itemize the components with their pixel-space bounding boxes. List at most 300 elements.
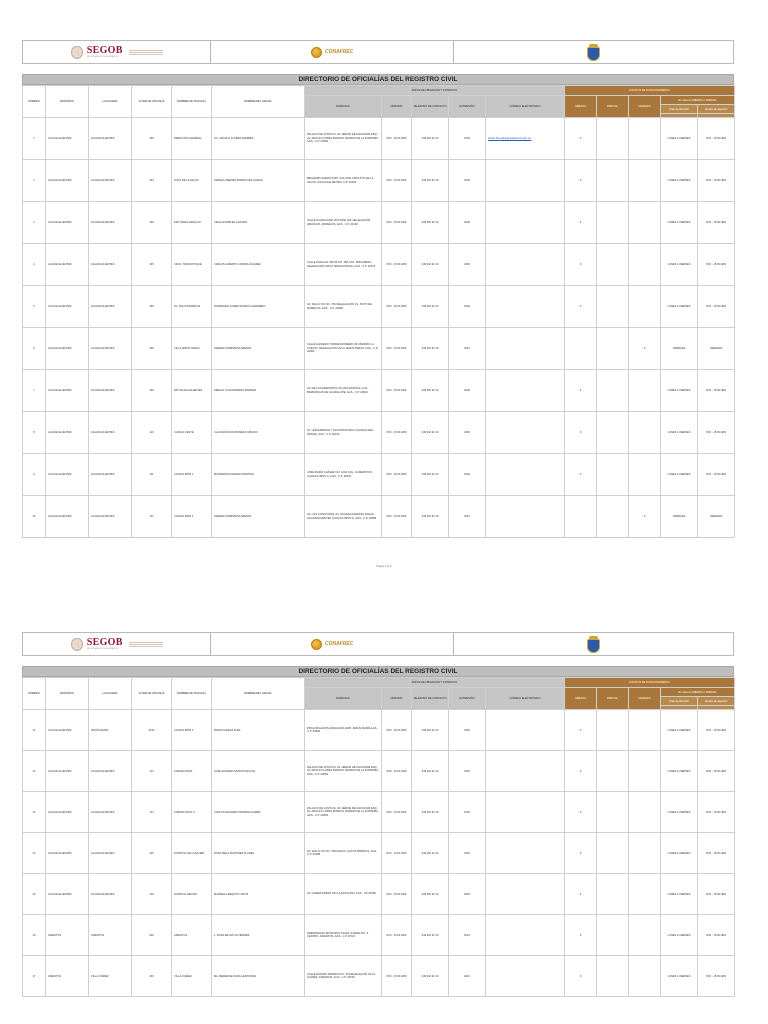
table-body [23, 710, 735, 997]
cell-nombre-oficialia: ASIENTOS [172, 915, 212, 956]
cell-domicilio: AV. GOMEZ MORIN S/N LA ESTACIÓN, AGS., CP 20259 [305, 874, 382, 915]
segob-wordmark: SEGOB [86, 637, 123, 648]
cell-horario: 8:00 - 15:00 HRS [382, 328, 412, 370]
cell-nombre-oficialia: CLINICA OESTE [172, 412, 212, 454]
cell-extension: 2014 [449, 328, 486, 370]
col-horario-atencion: Horario de atención [698, 697, 735, 706]
cell-number: 6 [23, 328, 46, 370]
cell-nombre-oficialia: HOSPITAL DE LA MUJER [172, 833, 212, 874]
cell-correo [486, 286, 565, 328]
cell-extension: 1500 [449, 792, 486, 833]
cell-parcial [597, 454, 629, 496]
cell-extension: 2000 [449, 833, 486, 874]
cell-number: 7 [23, 370, 46, 412]
cell-dias: LUNES A VIERNES [661, 751, 698, 792]
state-crest-icon [587, 636, 600, 653]
cell-parcial [597, 118, 629, 160]
cell-telefono: 449 910 20 10 [412, 370, 449, 412]
cell-nombre-oficialia: CLINICA IMSS 1 [172, 454, 212, 496]
cell-nombre-oficial: CLAUDIA ROCIO BONDAZ DAMASO [212, 412, 305, 454]
table-row [23, 792, 735, 833]
cell-horario: 8:00 - 15:00 HRS [382, 956, 412, 997]
cell-municipio: AGUASCALIENTES [46, 202, 89, 244]
cell-nombre-oficial: TERESA JIMÉNEZ RODRÍGUEZ GARCÍA [212, 160, 305, 202]
cell-municipio: AGUASCALIENTES [46, 710, 89, 751]
cell-nombre-oficial: CARLOS EDUARDO MORENO ZAMBA [212, 792, 305, 833]
cell-nombre-oficial: PATRICIA REAS ALBA [212, 710, 305, 751]
cell-cerrada [629, 915, 661, 956]
cell-horario: 8:00 - 15:00 HRS [382, 751, 412, 792]
cell-parcial [597, 286, 629, 328]
cell-horario-atencion: 8:00 - 15:00 HRS [698, 160, 735, 202]
cell-clave: 110 [132, 412, 172, 454]
cell-localidad: AGUASCALIENTES [89, 286, 132, 328]
cell-abierta: X [565, 160, 597, 202]
cell-clave: 112 [132, 496, 172, 538]
cell-extension: 2013 [449, 956, 486, 997]
col-telefono: TELÉFONO DE CONTACTO [412, 96, 449, 118]
cell-telefono: 449 910 20 10 [412, 412, 449, 454]
cell-correo [486, 412, 565, 454]
cell-cerrada: X [629, 328, 661, 370]
cell-horario-atencion: 8:00 - 15:00 HRS [698, 202, 735, 244]
cell-correo [486, 496, 565, 538]
cell-correo [486, 202, 565, 244]
cell-localidad: AGUASCALIENTES [89, 118, 132, 160]
cell-cerrada [629, 244, 661, 286]
cell-correo [486, 454, 565, 496]
col-number: NÚMERO [23, 678, 46, 710]
cell-parcial [597, 710, 629, 751]
directory-title: DIRECTORIO DE OFICIALÍAS DEL REGISTRO CIVIL [22, 74, 734, 85]
table-row [23, 874, 735, 915]
cell-number: 16 [23, 915, 46, 956]
cell-domicilio: AV. DE LOS MAESTROS S/N (DIF ESTATAL) COL. BARRANCAS DE GUADALUPE, AGS., C.P. 20010 [305, 370, 382, 412]
segob-logo [71, 638, 163, 651]
state-crest-cell [454, 633, 733, 655]
cell-dias: LUNES A VIERNES [661, 833, 698, 874]
col-municipio: MUNICIPIO [46, 678, 89, 710]
cell-horario: 8:00 - 15:00 HRS [382, 118, 412, 160]
cell-municipio: AGUASCALIENTES [46, 160, 89, 202]
cell-clave: 201A [132, 710, 172, 751]
cell-cerrada [629, 160, 661, 202]
col-nombre-oficialia: NOMBRE DE OFICIALÍA [172, 678, 212, 710]
col-parcial: PARCIAL [597, 96, 629, 118]
cell-domicilio: AV. LOS CONOS ESQ. AV. AGUASCALIENTES FRACC. AGUASCALIENTES (CLINICA IMSS 2), AGS., C.P. 20086 [305, 496, 382, 538]
cell-horario: 8:00 - 15:00 HRS [382, 370, 412, 412]
cell-localidad: JESÚS MARIA [89, 710, 132, 751]
cell-nombre-oficial: GERMAN TEMPRESA ARENTE [212, 496, 305, 538]
cell-number: 11 [23, 710, 46, 751]
col-abierta: ABIERTA [565, 96, 597, 118]
cell-abierta [565, 496, 597, 538]
cell-horario: 8:00 - 15:00 HRS [382, 874, 412, 915]
cell-nombre-oficial: L. ROSA REYES GUTIÉRREZ [212, 915, 305, 956]
group-open: En caso de ABIERTA o PARCIAL [661, 688, 735, 697]
cell-nombre-oficial: LIC. ADOLFO FLORES RAMÍREZ [212, 118, 305, 160]
cell-municipio: AGUASCALIENTES [46, 833, 89, 874]
cell-horario-atencion: 8:00 - 15:00 HRS [698, 956, 735, 997]
col-cerrada: CERRADA [629, 688, 661, 710]
cell-dias: CERRADA [661, 328, 698, 370]
cell-number: 8 [23, 412, 46, 454]
segob-logo-cell [23, 633, 211, 655]
cell-horario: 8:00 - 15:00 HRS [382, 454, 412, 496]
cell-extension: 2020 [449, 710, 486, 751]
col-horario-atencion: Horario de atención [698, 105, 735, 114]
cell-dias: LUNES A VIERNES [661, 370, 698, 412]
cell-dias: LUNES A VIERNES [661, 118, 698, 160]
cell-cerrada [629, 454, 661, 496]
cell-clave: 106 [132, 118, 172, 160]
cell-localidad: AGUASCALIENTES [89, 328, 132, 370]
cell-nombre-oficialia: GATO DE LA SALUD [172, 160, 212, 202]
cell-domicilio: CALLE PASCUAL ORTIZ NO. 308 COL. PROGRESO, DELEGACIÓN CRUZ TERAN PONCE, AGS., C.P. 20270 [305, 244, 382, 286]
cell-horario-atencion: 8:00 - 15:00 HRS [698, 118, 735, 160]
col-nombre-oficial: NOMBRE DEL OFICIAL [212, 86, 305, 118]
cell-horario: 8:00 - 15:00 HRS [382, 915, 412, 956]
cell-abierta: X [565, 244, 597, 286]
col-correo: CORREO ELECTRÓNICO [486, 688, 565, 710]
cell-horario-atencion: 8:00 - 15:00 HRS [698, 915, 735, 956]
cell-domicilio: BENJAMÍN ZAPATA #125, COLONIA CIRCUITO DE LA SALUD, AGUASCALIENTES, C.P. 20263 [305, 160, 382, 202]
conafrec-emblem-icon [311, 47, 322, 58]
cell-extension: 2014 [449, 915, 486, 956]
table-row [23, 412, 735, 454]
cell-number: 4 [23, 244, 46, 286]
table-row [23, 202, 735, 244]
cell-domicilio: AV. SIGLO XXI NO. 700 DELEGACIÓN OL. SOTO DE MORELOS, AGS., C.P. 20298 [305, 286, 382, 328]
table-row [23, 454, 735, 496]
cell-clave: 105 [132, 244, 172, 286]
cell-dias: LUNES A VIERNES [661, 874, 698, 915]
cell-municipio: AGUASCALIENTES [46, 244, 89, 286]
cell-horario: 8:00 - 15:00 HRS [382, 160, 412, 202]
cell-domicilio: AV. SIGLO XXI NO. 108 FRACC. GATOS BARRIOS, AGS., C.P. 20498 [305, 833, 382, 874]
cell-telefono: 449 910 20 10 [412, 915, 449, 956]
cell-nombre-oficial: NORMANDA JOSEFA RAMOS GUERRERO [212, 286, 305, 328]
cell-localidad: AGUASCALIENTES [89, 833, 132, 874]
cell-horario-atencion: 8:00 - 15:00 HRS [698, 833, 735, 874]
cell-nombre-oficialia: UNIDAD MÓVIL 2 [172, 792, 212, 833]
segob-logo-cell [23, 41, 211, 63]
cell-parcial [597, 956, 629, 997]
col-domicilio: DOMICILIO [305, 96, 382, 118]
cell-dias: LUNES A VIERNES [661, 244, 698, 286]
cell-clave: 114 [132, 792, 172, 833]
cell-domicilio: PALACIO DE JUSTICIA, AV. HÉROE DE NACOZARI ESQ. AV. ADOLFO LÓPEZ MATEOS, BARRIO DE LA PURÍSIMA, AGS., C.P. 20259 [305, 751, 382, 792]
cell-cerrada: X [629, 496, 661, 538]
cell-correo [486, 915, 565, 956]
cell-municipio: AGUASCALIENTES [46, 874, 89, 915]
cell-correo [486, 244, 565, 286]
cell-municipio: ASIENTOS [46, 915, 89, 956]
cell-correo[interactable]: adolfo.flores@aguascalientes.gob.mx [486, 118, 565, 160]
cell-horario: 8:00 - 15:00 HRS [382, 202, 412, 244]
cell-horario: 8:00 - 15:00 HRS [382, 496, 412, 538]
table-row [23, 751, 735, 792]
cell-number: 3 [23, 202, 46, 244]
cell-domicilio: JOSÉ MARÍA CHÁVEZ NO. 1202 COL. GUMERSTOS (CLINICA IMSS 1), AGS., C.P. 20270 [305, 454, 382, 496]
cell-cerrada [629, 286, 661, 328]
cell-nombre-oficial: CARLOS ALBERTO CORTES ÁLVAREZ [212, 244, 305, 286]
cell-dias: LUNES A VIERNES [661, 915, 698, 956]
cell-parcial [597, 160, 629, 202]
letterhead [22, 632, 734, 656]
col-parcial: PARCIAL [597, 688, 629, 710]
state-crest-icon [587, 44, 600, 61]
cell-municipio: AGUASCALIENTES [46, 370, 89, 412]
cell-clave: 106 [132, 286, 172, 328]
cell-extension: 2000 [449, 370, 486, 412]
cell-telefono: 449 910 20 10 [412, 751, 449, 792]
cell-cerrada [629, 956, 661, 997]
conafrec-wordmark: CONAFREC [324, 49, 354, 55]
cell-abierta: X [565, 915, 597, 956]
cell-localidad: AGUASCALIENTES [89, 792, 132, 833]
cell-telefono: 449 910 20 10 [412, 118, 449, 160]
cell-abierta: X [565, 286, 597, 328]
cell-domicilio: CALLE ESTADO ARMADO NO. 25 DELEGACIÓN VILLA JUÁREZ, ASIENTOS, AGS., C.P. 20700 [305, 956, 382, 997]
cell-parcial [597, 244, 629, 286]
cell-municipio: AGUASCALIENTES [46, 496, 89, 538]
cell-parcial [597, 833, 629, 874]
segob-subtitle: SECRETARÍA DE GOBERNACIÓN [86, 648, 119, 650]
cell-correo [486, 328, 565, 370]
cell-localidad: AGUASCALIENTES [89, 412, 132, 454]
cell-dias: LUNES A VIERNES [661, 160, 698, 202]
cell-cerrada [629, 710, 661, 751]
cell-clave: 109 [132, 370, 172, 412]
col-dias: Días de atención [661, 105, 698, 114]
cell-telefono: 449 910 20 10 [412, 244, 449, 286]
cell-horario-atencion: 8:00 - 15:00 HRS [698, 751, 735, 792]
cell-clave: 115 [132, 833, 172, 874]
cell-nombre-oficialia: CLINICA IMSS 3 [172, 710, 212, 751]
cell-extension: 2000 [449, 160, 486, 202]
cell-nombre-oficial: MA. BERENICE DAVILA ESPINOZA [212, 956, 305, 997]
col-abierta: ABIERTA [565, 688, 597, 710]
table-row [23, 244, 735, 286]
cell-horario-atencion: 8:00 - 15:00 HRS [698, 710, 735, 751]
cell-horario-atencion: 8:00 - 15:00 HRS [698, 286, 735, 328]
col-cerrada: CERRADA [629, 96, 661, 118]
segob-logo [71, 46, 163, 59]
cell-nombre-oficialia: VILLA JUÁREZ [172, 956, 212, 997]
cell-extension: 1500 [449, 118, 486, 160]
cell-number: 13 [23, 792, 46, 833]
cell-localidad: ASIENTOS [89, 915, 132, 956]
cell-localidad: AGUASCALIENTES [89, 160, 132, 202]
cell-localidad: VILLA JUÁREZ [89, 956, 132, 997]
cell-abierta: X [565, 833, 597, 874]
table-row [23, 956, 735, 997]
cell-dias: CERRADA [661, 496, 698, 538]
cell-parcial [597, 915, 629, 956]
cell-nombre-oficialia: HOSPITAL MIGUEL [172, 874, 212, 915]
cell-horario: 8:00 - 15:00 HRS [382, 244, 412, 286]
table-row [23, 286, 735, 328]
cell-domicilio: PRESIDENCIA MUNICIPAL PLAZA JUÁREZ NO. 3 CENTRO, ASIENTOS, AGS., C.P 20710 [305, 915, 382, 956]
cell-nombre-oficialia: RIF AGUASCALIENTES [172, 370, 212, 412]
cell-abierta: X [565, 956, 597, 997]
cell-abierta: X [565, 792, 597, 833]
col-nombre-oficial: NOMBRE DEL OFICIAL [212, 678, 305, 710]
directory-title: DIRECTORIO DE OFICIALÍAS DEL REGISTRO CIVIL [22, 666, 734, 677]
cell-localidad: AGUASCALIENTES [89, 202, 132, 244]
cell-number: 12 [23, 751, 46, 792]
cell-cerrada [629, 751, 661, 792]
cell-domicilio: AV. UNIVERSIDAD Y SAN FRANCISCO (CLINICA DEL OESTE), AGS., C.P. 20010 [305, 412, 382, 454]
cell-horario-atencion: 8:00 - 15:00 HRS [698, 244, 735, 286]
table-row [23, 160, 735, 202]
directory-table [22, 677, 735, 997]
segob-fine-print [129, 50, 163, 55]
letterhead [22, 40, 734, 64]
cell-parcial [597, 202, 629, 244]
segob-fine-print [129, 642, 163, 647]
group-status: ESTATUS DE FUNCIONAMIENTO [565, 678, 735, 688]
cell-localidad: AGUASCALIENTES [89, 244, 132, 286]
cell-nombre-oficial: GERMAN TEMPRESA ARENTE [212, 328, 305, 370]
cell-nombre-oficial: MARIANNOS HERNAN MARTINO [212, 454, 305, 496]
conafrec-emblem-icon [311, 639, 322, 650]
cell-clave: 106 [132, 202, 172, 244]
directory-table [22, 85, 735, 538]
cell-extension: 1500 [449, 751, 486, 792]
cell-clave: 206 [132, 956, 172, 997]
cell-horario: 8:00 - 15:00 HRS [382, 833, 412, 874]
cell-extension: 2014 [449, 496, 486, 538]
col-horario: HORARIO [382, 96, 412, 118]
cell-extension: 2000 [449, 454, 486, 496]
cell-parcial [597, 412, 629, 454]
conafrec-logo-cell [211, 41, 453, 63]
cell-telefono: 449 910 20 10 [412, 833, 449, 874]
cell-nombre-oficial: MARISELA REQUIVO ORTIZ [212, 874, 305, 915]
cell-dias: LUNES A VIERNES [661, 710, 698, 751]
cell-correo [486, 751, 565, 792]
cell-horario-atencion: 8:00 - 15:00 HRS [698, 412, 735, 454]
cell-abierta: X [565, 710, 597, 751]
col-localidad: LOCALIDAD [89, 678, 132, 710]
cell-abierta: X [565, 751, 597, 792]
cell-correo [486, 956, 565, 997]
cell-horario-atencion: CERRADA [698, 496, 735, 538]
cell-nombre-oficial: CECILIA ROBLES CHAVIRA [212, 202, 305, 244]
cell-abierta: X [565, 874, 597, 915]
group-open: En caso de ABIERTA o PARCIAL [661, 96, 735, 105]
segob-wordmark: SEGOB [86, 45, 123, 56]
cell-abierta: X [565, 202, 597, 244]
cell-telefono: 449 910 20 10 [412, 328, 449, 370]
cell-clave: 113 [132, 751, 172, 792]
cell-municipio: AGUASCALIENTES [46, 286, 89, 328]
cell-localidad: AGUASCALIENTES [89, 874, 132, 915]
cell-localidad: AGUASCALIENTES [89, 496, 132, 538]
table-row [23, 496, 735, 538]
cell-telefono: 449 910 20 10 [412, 160, 449, 202]
cell-telefono: 449 910 20 10 [412, 286, 449, 328]
cell-cerrada [629, 833, 661, 874]
col-clave: CLAVE DE OFICIALÍA [132, 678, 172, 710]
cell-correo [486, 370, 565, 412]
cell-telefono: 449 910 20 10 [412, 710, 449, 751]
table-body [23, 118, 735, 538]
col-nombre-oficialia: NOMBRE DE OFICIALÍA [172, 86, 212, 118]
cell-dias: LUNES A VIERNES [661, 956, 698, 997]
document-page-1 [22, 40, 734, 538]
cell-municipio: AGUASCALIENTES [46, 792, 89, 833]
cell-municipio: AGUASCALIENTES [46, 454, 89, 496]
col-telefono: TELÉFONO DE CONTACTO [412, 688, 449, 710]
cell-correo [486, 792, 565, 833]
table-row [23, 833, 735, 874]
cell-number: 1 [23, 118, 46, 160]
cell-telefono: 449 910 20 10 [412, 454, 449, 496]
cell-clave: 206 [132, 915, 172, 956]
cell-clave: 108 [132, 328, 172, 370]
cell-number: 15 [23, 874, 46, 915]
cell-municipio: AGUASCALIENTES [46, 118, 89, 160]
cell-clave: 104 [132, 160, 172, 202]
cell-correo [486, 710, 565, 751]
cell-number: 2 [23, 160, 46, 202]
cell-correo [486, 833, 565, 874]
cell-nombre-oficialia: DIRECCIÓN GENERAL [172, 118, 212, 160]
conafrec-logo-cell [211, 633, 453, 655]
cell-horario-atencion: 8:00 - 15:00 HRS [698, 792, 735, 833]
cell-extension: 2000 [449, 202, 486, 244]
cell-nombre-oficialia: VILLA JESÚS TERAN [172, 328, 212, 370]
cell-parcial [597, 496, 629, 538]
conafrec-wordmark: CONAFREC [324, 641, 354, 647]
cell-dias: LUNES A VIERNES [661, 202, 698, 244]
cell-nombre-oficialia: CRUC. TERAN PONCE [172, 244, 212, 286]
col-horario: HORARIO [382, 688, 412, 710]
col-municipio: MUNICIPIO [46, 86, 89, 118]
cell-municipio: ASIENTOS [46, 956, 89, 997]
cell-telefono: 449 910 20 10 [412, 792, 449, 833]
col-clave: CLAVE DE OFICIALÍA [132, 86, 172, 118]
cell-nombre-oficialia: CLINICA IMSS 2 [172, 496, 212, 538]
cell-domicilio: CALLE GUADALUPE VICTORIA 118, DELEGACIÓN JESÚS MA. MORELOS, AGS., C.P. 20130 [305, 202, 382, 244]
cell-correo [486, 874, 565, 915]
cell-parcial [597, 792, 629, 833]
cell-extension: 2000 [449, 412, 486, 454]
cell-abierta: X [565, 370, 597, 412]
group-status: ESTATUS DE FUNCIONAMIENTO [565, 86, 735, 96]
cell-horario: 8:00 - 15:00 HRS [382, 286, 412, 328]
cell-horario-atencion: 8:00 - 15:00 HRS [698, 874, 735, 915]
cell-number: 17 [23, 956, 46, 997]
table-row [23, 710, 735, 751]
cell-abierta: X [565, 412, 597, 454]
cell-domicilio: PALACIO DE JUSTICIA, AV. HÉROE DE NACOZARI ESQ. AV. ADOLFO LÓPEZ MATEOS, BARRIO DE LA PURÍSIMA, AGS., C.P. 20259 [305, 792, 382, 833]
cell-abierta [565, 328, 597, 370]
cell-telefono: 449 910 20 10 [412, 496, 449, 538]
cell-telefono: 449 910 20 10 [412, 956, 449, 997]
cell-nombre-oficialia: UNIDAD MÓVIL [172, 751, 212, 792]
col-domicilio: DOMICILIO [305, 688, 382, 710]
cell-parcial [597, 751, 629, 792]
cell-clave: 119 [132, 874, 172, 915]
cell-number: 5 [23, 286, 46, 328]
cell-horario-atencion: 8:00 - 15:00 HRS [698, 370, 735, 412]
cell-correo [486, 160, 565, 202]
cell-cerrada [629, 874, 661, 915]
